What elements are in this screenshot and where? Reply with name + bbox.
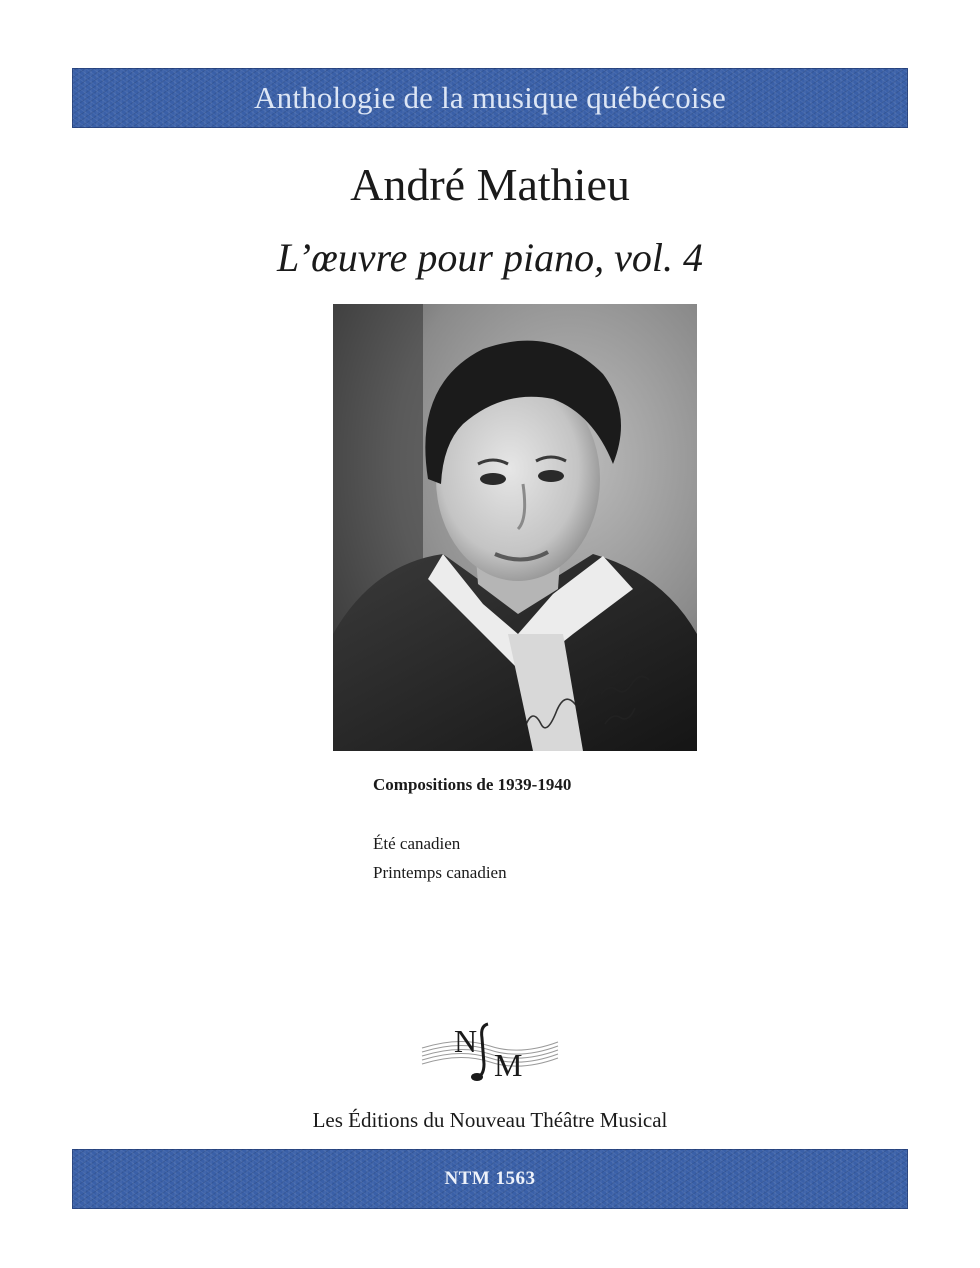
piece-title: Printemps canadien (373, 863, 507, 882)
svg-text:N: N (454, 1023, 478, 1059)
svg-text:M: M (494, 1047, 523, 1083)
series-banner (72, 68, 908, 128)
ntm-music-logo-icon (420, 1018, 560, 1086)
work-title: L’œuvre pour piano, vol. 4 (277, 235, 703, 280)
portrait-photo-icon (333, 304, 697, 751)
series-title: Anthologie de la musique québécoise (254, 80, 726, 115)
piece-title: Été canadien (373, 834, 461, 853)
composer-portrait (333, 304, 697, 751)
compositions-heading: Compositions de 1939-1940 (373, 775, 572, 794)
catalog-banner (72, 1149, 908, 1209)
publisher-name: Les Éditions du Nouveau Théâtre Musical (312, 1108, 668, 1132)
publisher-logo (420, 1018, 560, 1086)
catalog-number: NTM 1563 (444, 1168, 536, 1189)
composer-name: André Mathieu (350, 159, 630, 210)
